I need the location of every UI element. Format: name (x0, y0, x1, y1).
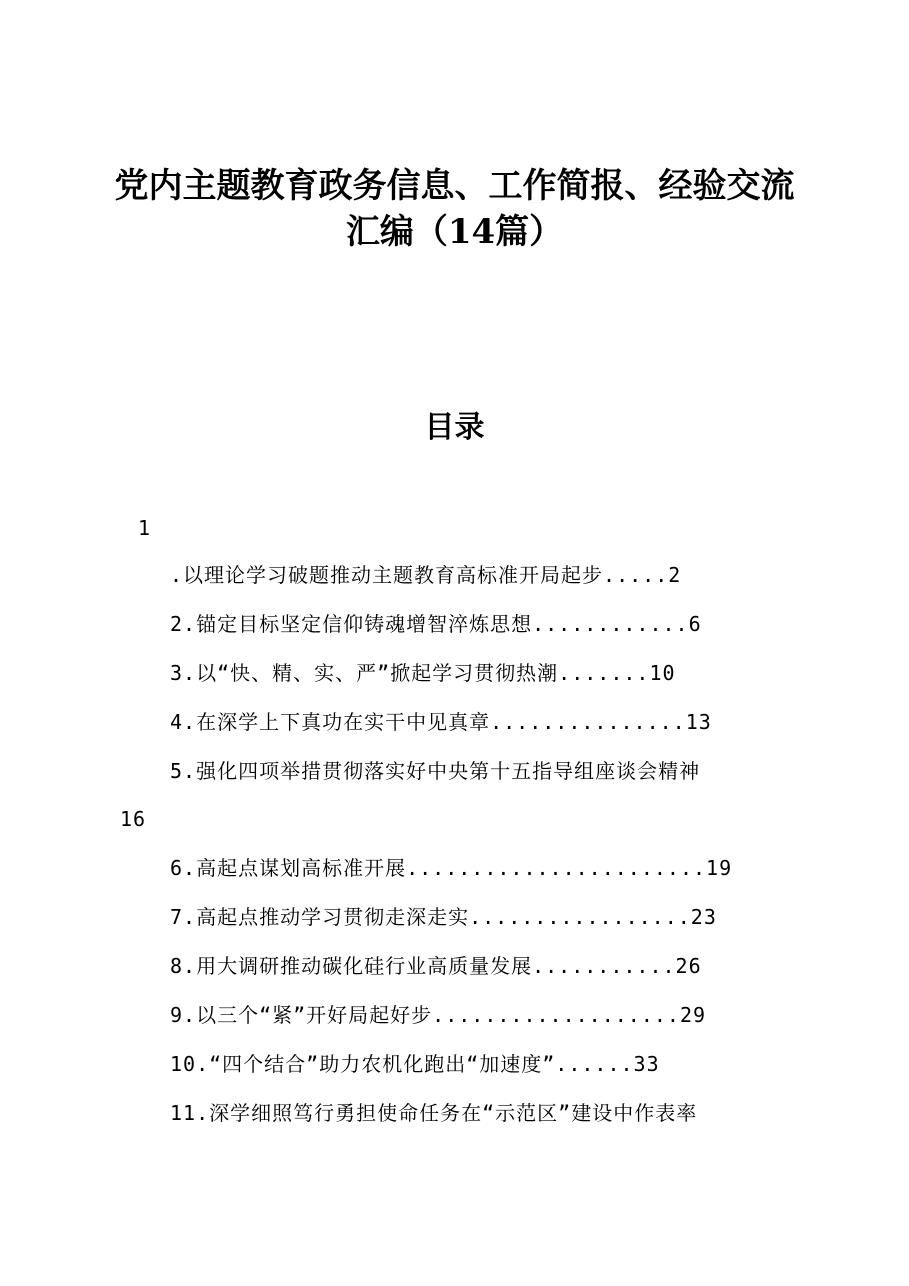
toc-entry-8: 8.用大调研推动碳化硅行业高质量发展...........26 (170, 954, 702, 978)
toc-entry-number-1: 1 (138, 516, 152, 540)
toc-entry-7: 7.高起点推动学习贯彻走深走实.................23 (170, 905, 717, 929)
document-title-line-1: 党内主题教育政务信息、工作简报、经验交流 (114, 166, 795, 206)
toc-entry-1: .以理论学习破题推动主题教育高标准开局起步.....2 (170, 563, 682, 587)
toc-entry-9: 9.以三个“紧”开好局起好步...................29 (170, 1003, 707, 1027)
toc-entry-2: 2.锚定目标坚定信仰铸魂增智淬炼思想............6 (170, 612, 702, 636)
toc-entry-4: 4.在深学上下真功在实干中见真章...............13 (170, 710, 712, 734)
toc-heading: 目录 (424, 410, 485, 445)
toc-entry-11: 11.深学细照笃行勇担使命任务在“示范区”建设中作表率 (170, 1101, 698, 1125)
toc-entry-6: 6.高起点谋划高标准开展.......................19 (170, 856, 733, 880)
toc-entry-10: 10.“四个结合”助力农机化跑出“加速度”......33 (170, 1052, 660, 1076)
document-title-line-2: 汇编（14篇） (345, 212, 564, 252)
toc-entry-5: 5.强化四项举措贯彻落实好中央第十五指导组座谈会精神 (170, 759, 701, 783)
toc-entry-3: 3.以“快、精、实、严”掀起学习贯彻热潮.......10 (170, 661, 676, 685)
toc-entry-5-page: 16 (120, 807, 147, 831)
